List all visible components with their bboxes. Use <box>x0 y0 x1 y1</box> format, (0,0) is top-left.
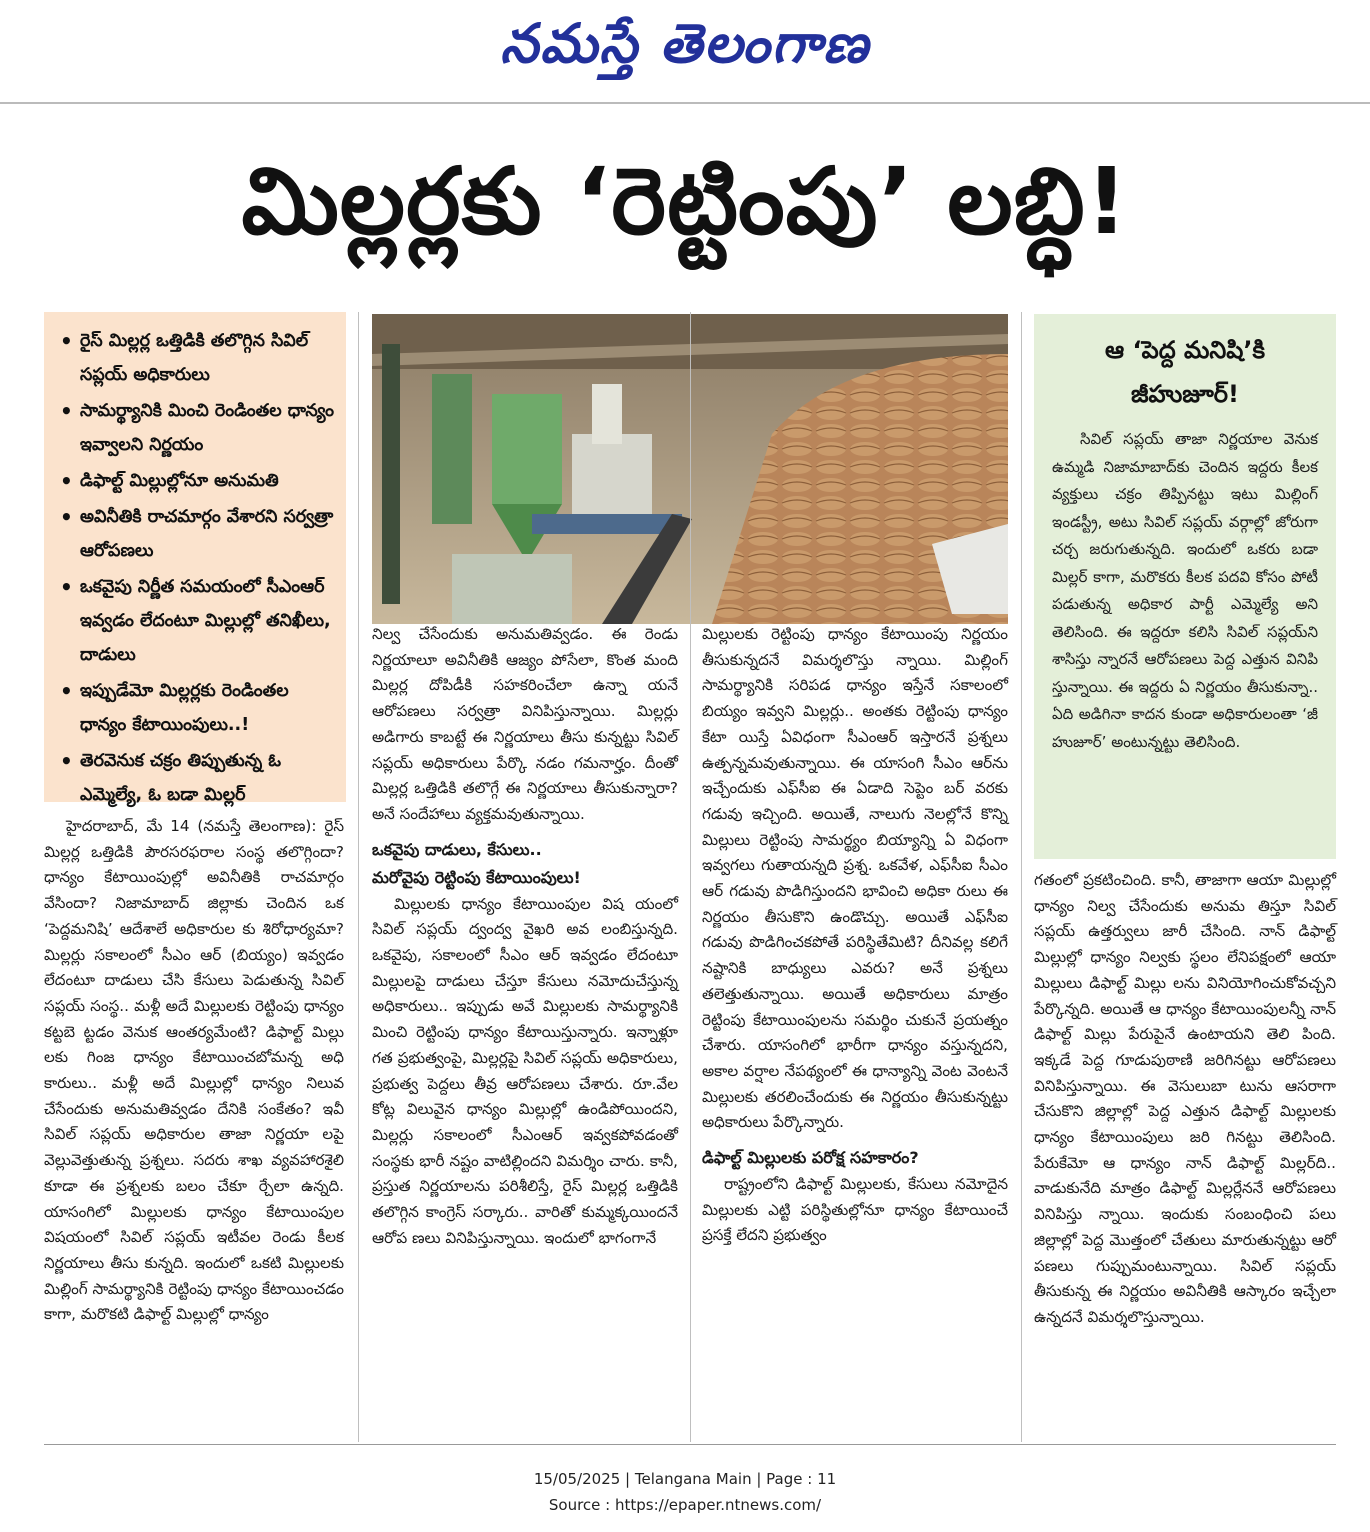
column-divider <box>358 312 359 1442</box>
subheading: మరోవైపు రెట్టింపు కేటాయింపులు! <box>372 867 581 887</box>
article-column-2 <box>372 622 678 1251</box>
article-paragraph: మిల్లులకు రెట్టింపు ధాన్యం కేటాయింపు నిర్ణయం తీసుకున్నదనే విమర్శలొస్తు న్నాయి. మిల్లింగ్‌ సామర్థ్యానికి సరిపడ ధాన్యం ఇస్తేనే సకాలంలో బియ్యం ఇవ్వని మిల్లర్లు.. అంతకు రెట్టింపు ధాన్యం కేటా యిస్తే ఏవిధంగా సీఎంఆర్‌ ఇస్తారనే ప్రశ్నలు ఉత్పన్నమవుతున్నాయి. ఈ యాసంగి సీఎం ఆర్‌ను ఇచ్చేందుకు ఎఫ్‌సీఐ ఈ ఏడాది సెప్టెం బర్‌ వరకు గడువు ఇచ్చింది. అయితే, నాలుగు నెలల్లోనే కొన్ని మిల్లులు రెట్టింపు సామర్థ్యం బియ్యాన్ని ఏ విధంగా ఇవ్వగలు గుతాయన్నది ప్రశ్న. ఒకవేళ, ఎఫ్‌సీఐ సీఎం ఆర్‌ గడువు పొడిగిస్తుందని భావించి అధికా రులు ఈ నిర్ణయం తీసుకొని ఉండొచ్చు. అయితే ఎఫ్‌సీఐ గడువు పొడిగించకపోతే పరిస్థితేమిటి? దీనివల్ల కలిగే నష్టానికి బాధ్యులు ఎవరు? అనే ప్రశ్నలు తలెత్తుతున్నాయి. అయితే అధికారులు మాత్రం రెట్టింపు కేటాయింపులను సమర్థిం చుకునే ప్రయత్నం చేశారు. యాసంగిలో భారీగా ధాన్యం వస్తున్నదని, అకాల వర్షాల నేపథ్యంలో ఈ ధాన్యాన్ని వెంట వెంటనే మిల్లులకు తరలించేందుకు ఈ నిర్ణయం తీసుకున్నట్టు అధికారులు పేర్కొన్నారు. <box>702 625 1008 1132</box>
footer-divider <box>44 1444 1336 1445</box>
article-column-1 <box>44 814 344 1328</box>
highlight-item: • ఒకవైపు నిర్ణీత సమయంలో సీఎంఆర్‌ ఇవ్వడం లేదంటూ మిల్లుల్లో తనిఖీలు, దాడులు <box>58 570 334 672</box>
highlights-box <box>44 312 346 805</box>
subheading: ఒకవైపు దాడులు, కేసులు.. <box>372 839 542 859</box>
highlight-item: • రైస్‌ మిల్లర్ల ఒత్తిడికి తలొగ్గిన సివిల్‌ సప్లయ్‌ అధికారులు <box>58 324 334 392</box>
sidebar-box <box>1034 314 1336 859</box>
article-paragraph: నిల్వ చేసేందుకు అనుమతివ్వడం. ఈ రెండు నిర్ణయాలూ అవినీతికి ఆజ్యం పోసేలా, కొంత మంది మిల్లర్ల దోపిడీకి సహకరించేలా ఉన్నా యనే ఆరోపణలు సర్వత్రా వినిపిస్తున్నాయి. మిల్లర్లు అడిగారు కాబట్టే ఈ నిర్ణయాలు తీసు కున్నట్టు సివిల్‌ సప్లయ్‌ అధికారులు పేర్కొ నడం గమనార్హం. దీంతో మిల్లర్ల ఒత్తిడికి తలొగ్గే ఈ నిర్ణయాలు తీసుకున్నారా? అనే సందేహాలు వ్యక్తమవుతున్నాయి. <box>372 625 678 823</box>
subheading: డిఫాల్ట్‌ మిల్లులకు పరోక్ష సహకారం? <box>702 1148 919 1168</box>
article-paragraph: రాష్ట్రంలోని డిఫాల్ట్‌ మిల్లులకు, కేసులు నమోదైన మిల్లులకు ఎట్టి పరిస్థితుల్లోనూ ధాన్యం కేటాయించే ప్రసక్తే లేదని ప్రభుత్వం <box>702 1175 1008 1245</box>
highlight-item: • డిఫాల్ట్‌ మిల్లుల్లోనూ అనుమతి <box>58 464 334 498</box>
bullet-icon: • <box>60 575 73 599</box>
article-paragraph: గతంలో ప్రకటించింది. కానీ, తాజాగా ఆయా మిల్లుల్లో ధాన్యం నిల్వ చేసేందుకు అనుమ తిస్తూ సివిల్‌ సప్లయ్‌ ఉత్తర్వులు జారీ చేసింది. నాన్‌ డిఫాల్ట్‌ మిల్లుల్లో ధాన్యం నిల్వకు స్థలం లేనిపక్షంలో ఆయా మిల్లులు డిఫాల్ట్‌ మిల్లు లను వినియోగించుకోవచ్చని పేర్కొన్నది. అయితే ఆ ధాన్యం కేటాయింపులన్నీ నాన్‌ డిఫాల్ట్‌ మిల్లు పేరుపైనే ఉంటాయని తెలి పింది. ఇక్కడే పెద్ద గూడుపుఠాణి జరిగినట్టు ఆరోపణలు వినిపిస్తున్నాయి. ఈ వెసులుబా టును ఆసరాగా చేసుకొని జిల్లాల్లో పెద్ద ఎత్తున డిఫాల్ట్‌ మిల్లులకు ధాన్యం కేటాయింపులు జరి గినట్టు తెలిసింది. పేరుకేమో ఆ ధాన్యం నాన్‌ డిఫాల్ట్‌ మిల్లర్‌ది.. వాడుకునేది మాత్రం డిఫాల్ట్‌ మిల్లర్లేననే ఆరోపణలు వినిపిస్తు న్నాయి. ఇందుకు సంబంధించి పలు జిల్లాల్లో పెద్ద మొత్తంలో చేతులు మారుతున్నట్టు ఆరో పణలు గుప్పుమంటున్నాయి. సివిల్‌ సప్లయ్‌ తీసుకున్న ఈ నిర్ణయం అవినీతికి ఆస్కారం ఇచ్చేలా ఉన్నదనే విమర్శలొస్తున్నాయి. <box>1034 871 1336 1326</box>
masthead-title: నమస్తే తెలంగాణ <box>500 11 870 75</box>
article-column-4 <box>1034 868 1336 1331</box>
masthead-divider <box>0 102 1370 104</box>
masthead <box>0 0 1370 100</box>
article-paragraph: హైదరాబాద్‌, మే 14 (నమస్తే తెలంగాణ): రైస్‌ మిల్లర్ల ఒత్తిడికి పౌరసరఫరాల సంస్థ తలొగ్గిందా? ధాన్యం కేటాయింపుల్లో అవినీతికి రాచమార్గం వేసిందా? నిజామాబాద్‌ జిల్లాకు చెందిన ఒక ‘పెద్దమనిషి’ ఆదేశాలే అధికారుల కు శిరోధార్యమా? మిల్లర్లు సకాలంలో సీఎం ఆర్‌ (బియ్యం) ఇవ్వడం లేదంటూ దాడులు చేసి కేసులు పెడుతున్న సివిల్‌ సప్లయ్‌ సంస్థ.. మళ్లీ అదే మిల్లులకు రెట్టింపు ధాన్యం కట్టబె ట్టడం వెనుక ఆంతర్యమేంటి? డిఫాల్ట్‌ మిల్లు లకు గింజ ధాన్యం కేటాయించబోమన్న అధి కారులు.. మళ్లీ అదే మిల్లుల్లో ధాన్యం నిలువ చేసేందుకు అనుమతివ్వడం దేనికి సంకేతం? ఇవీ సివిల్‌ సప్లయ్‌ అధికారుల తాజా నిర్ణయా లపై వెల్లువెత్తుతున్న ప్రశ్నలు. సదరు శాఖ వ్యవహారశైలి కూడా ఈ ప్రశ్నలకు బలం చేకూ ర్చేలా ఉన్నది. యాసంగిలో మిల్లులకు ధాన్యం కేటాయింపుల విషయంలో సివిల్‌ సప్లయ్‌ ఇటీవల రెండు కీలక నిర్ణయాలు తీసు కున్నది. ఇందులో ఒకటి మిల్లులకు మిల్లింగ్‌ సామర్థ్యానికి రెట్టింపు ధాన్యం కేటాయించడం కాగా, మరొకటి డిఫాల్ట్‌ మిల్లుల్లో ధాన్యం <box>44 817 344 1324</box>
article-column-3 <box>702 622 1008 1249</box>
bullet-icon: • <box>60 749 73 773</box>
footer <box>0 1466 1370 1518</box>
column-divider <box>690 312 691 1442</box>
highlight-item: • తెరవెనుక చక్రం తిప్పుతున్న ఓ ఎమ్మెల్యే, ఓ బడా మిల్లర్‌ <box>58 744 334 812</box>
highlight-item: • సామర్థ్యానికి మించి రెండింతల ధాన్యం ఇవ్వాలని నిర్ణయం <box>58 394 334 462</box>
footer-source-link[interactable]: Source : https://epaper.ntnews.com/ <box>548 1496 822 1514</box>
bullet-icon: • <box>60 469 73 493</box>
bullet-icon: • <box>60 399 73 423</box>
sidebar-title-line2: జీహుజూర్‌! <box>1131 380 1239 408</box>
highlight-item: • అవినీతికి రాచమార్గం వేశారని సర్వత్రా ఆరోపణలు <box>58 500 334 568</box>
bullet-icon: • <box>60 679 73 703</box>
bullet-icon: • <box>60 505 73 529</box>
highlight-item: • ఇప్పుడేమో మిల్లర్లకు రెండింతల ధాన్యం కేటాయింపులు..! <box>58 674 334 742</box>
footer-edition-info: 15/05/2025 | Telangana Main | Page : 11 <box>533 1470 837 1488</box>
bullet-icon: • <box>60 329 73 353</box>
article-paragraph: మిల్లులకు ధాన్యం కేటాయింపుల విష యంలో సివిల్‌ సప్లయ్‌ ద్వంద్వ వైఖరి అవ లంబిస్తున్నది. ఒకవైపు, సకాలంలో సీఎం ఆర్‌ ఇవ్వడం లేదంటూ మిల్లులపై దాడులు చేస్తూ కేసులు నమోదుచేస్తున్న అధికారులు.. ఇప్పుడు అవే మిల్లులకు సామర్థ్యానికి మించి రెట్టింపు ధాన్యం కేటాయిస్తున్నారు. ఇన్నాళ్లూ గత ప్రభుత్వంపై, మిల్లర్లపై సివిల్‌ సప్లయ్‌ అధికారులు, ప్రభుత్వ పెద్దలు తీవ్ర ఆరోపణలు చేశారు. రూ.వేల కోట్ల విలువైన ధాన్యం మిల్లుల్లో ఉండిపోయిందని, మిల్లర్లు సకాలంలో సీఎంఆర్‌ ఇవ్వకపోవడంతో సంస్థకు భారీ నష్టం వాటిల్లిందని విమర్శిం చారు. కానీ, ప్రస్తుత నిర్ణయాలను పరిశీలిస్తే, రైస్‌ మిల్లర్ల ఒత్తిడికి తలొగ్గిన కాంగ్రెస్‌ సర్కారు.. వారితో కుమ్మక్కయిందనే ఆరోప ణలు వినిపిస్తున్నాయి. ఇందులో భాగంగానే <box>372 894 678 1247</box>
headline <box>40 118 1330 308</box>
sidebar-body: సివిల్‌ సప్లయ్‌ తాజా నిర్ణయాల వెనుక ఉమ్మడి నిజామాబాద్‌కు చెందిన ఇద్దరు కీలక వ్యక్తులు చక్రం తిప్పినట్టు ఇటు మిల్లింగ్‌ ఇండస్ట్రీ, అటు సివిల్‌ సప్లయ్‌ వర్గాల్లో జోరుగా చర్చ జరుగుతున్నది. ఇందులో ఒకరు బడా మిల్లర్‌ కాగా, మరొకరు కీలక పదవి కోసం పోటీ పడుతున్న అధికార పార్టీ ఎమ్మెల్యే అని తెలిసింది. ఈ ఇద్దరూ కలిసి సివిల్‌ సప్లయ్‌ని శాసిస్తు న్నారనే ఆరోపణలు పెద్ద ఎత్తున వినిపి స్తున్నాయి. ఈ ఇద్దరు ఏ నిర్ణయం తీసుకున్నా.. ఏది అడిగినా కాదన కుండా అధికారులంతా ‘జీ హుజూర్‌’ అంటున్నట్టు తెలిసింది. <box>1052 430 1318 751</box>
column-divider <box>1021 312 1022 1442</box>
headline-text: మిల్లర్లకు ‘రెట్టింపు’ లబ్ధి! <box>241 148 1129 255</box>
sidebar-title-line1: ఆ ‘పెద్ద మనిషి’కి <box>1105 336 1265 364</box>
